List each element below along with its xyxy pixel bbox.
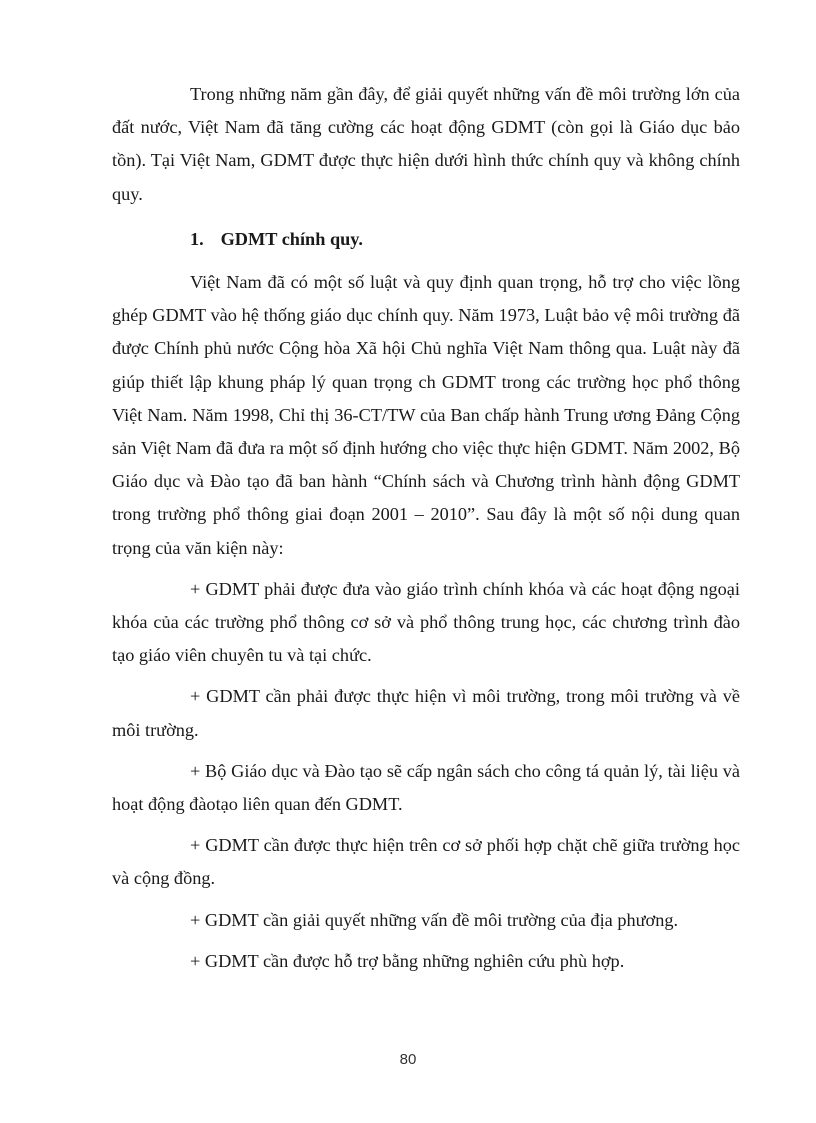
page-content <box>112 78 740 978</box>
bullet-item: + Bộ Giáo dục và Đào tạo sẽ cấp ngân sách cho công tá quản lý, tài liệu và hoạt động đàotạo liên quan đến GDMT. <box>112 760 740 815</box>
section-heading <box>112 223 740 256</box>
intro-paragraph: Trong những năm gần đây, để giải quyết những vấn đề môi trường lớn của đất nước, Việt Nam đã tăng cường các hoạt động GDMT (còn gọi là Giáo dục bảo tồn). Tại Việt Nam, GDMT được thực hiện dưới hình thức chính quy và không chính quy. <box>112 84 740 204</box>
section-number: 1. <box>190 228 204 249</box>
bullet-item: + GDMT cần được hỗ trợ bằng những nghiên cứu phù hợp. <box>190 950 625 971</box>
body-paragraph: Việt Nam đã có một số luật và quy định quan trọng, hỗ trợ cho việc lồng ghép GDMT vào hệ thống giáo dục chính quy. Năm 1973, Luật bảo vệ môi trường đã được Chính phủ nước Cộng hòa Xã hội Chủ nghĩa Việt Nam thông qua. Luật này đã giúp thiết lập khung pháp lý quan trọng ch GDMT trong các trường học phổ thông Việt Nam. Năm 1998, Chỉ thị 36-CT/TW của Ban chấp hành Trung ương Đảng Cộng sản Việt Nam đã đưa ra một số định hướng cho việc thực hiện GDMT. Năm 2002, Bộ Giáo dục và Đào tạo đã ban hành “Chính sách và Chương trình hành động GDMT trong trường phổ thông giai đoạn 2001 – 2010”. Sau đây là một số nội dung quan trọng của văn kiện này: <box>112 272 740 558</box>
bullet-item: + GDMT cần được thực hiện trên cơ sở phối hợp chặt chẽ giữa trường học và cộng đồng. <box>112 835 740 889</box>
bullet-item: + GDMT cần phải được thực hiện vì môi trường, trong môi trường và về môi trường. <box>112 686 740 740</box>
bullet-item: + GDMT cần giải quyết những vấn đề môi trường của địa phương. <box>190 909 679 930</box>
page-number: 80 <box>399 1051 417 1068</box>
bullet-item: + GDMT phải được đưa vào giáo trình chính khóa và các hoạt động ngoại khóa của các trường phổ thông cơ sở và phổ thông trung học, các chương trình đào tạo giáo viên chuyên tu và tại chức. <box>112 578 740 666</box>
section-title: GDMT chính quy. <box>220 228 363 249</box>
